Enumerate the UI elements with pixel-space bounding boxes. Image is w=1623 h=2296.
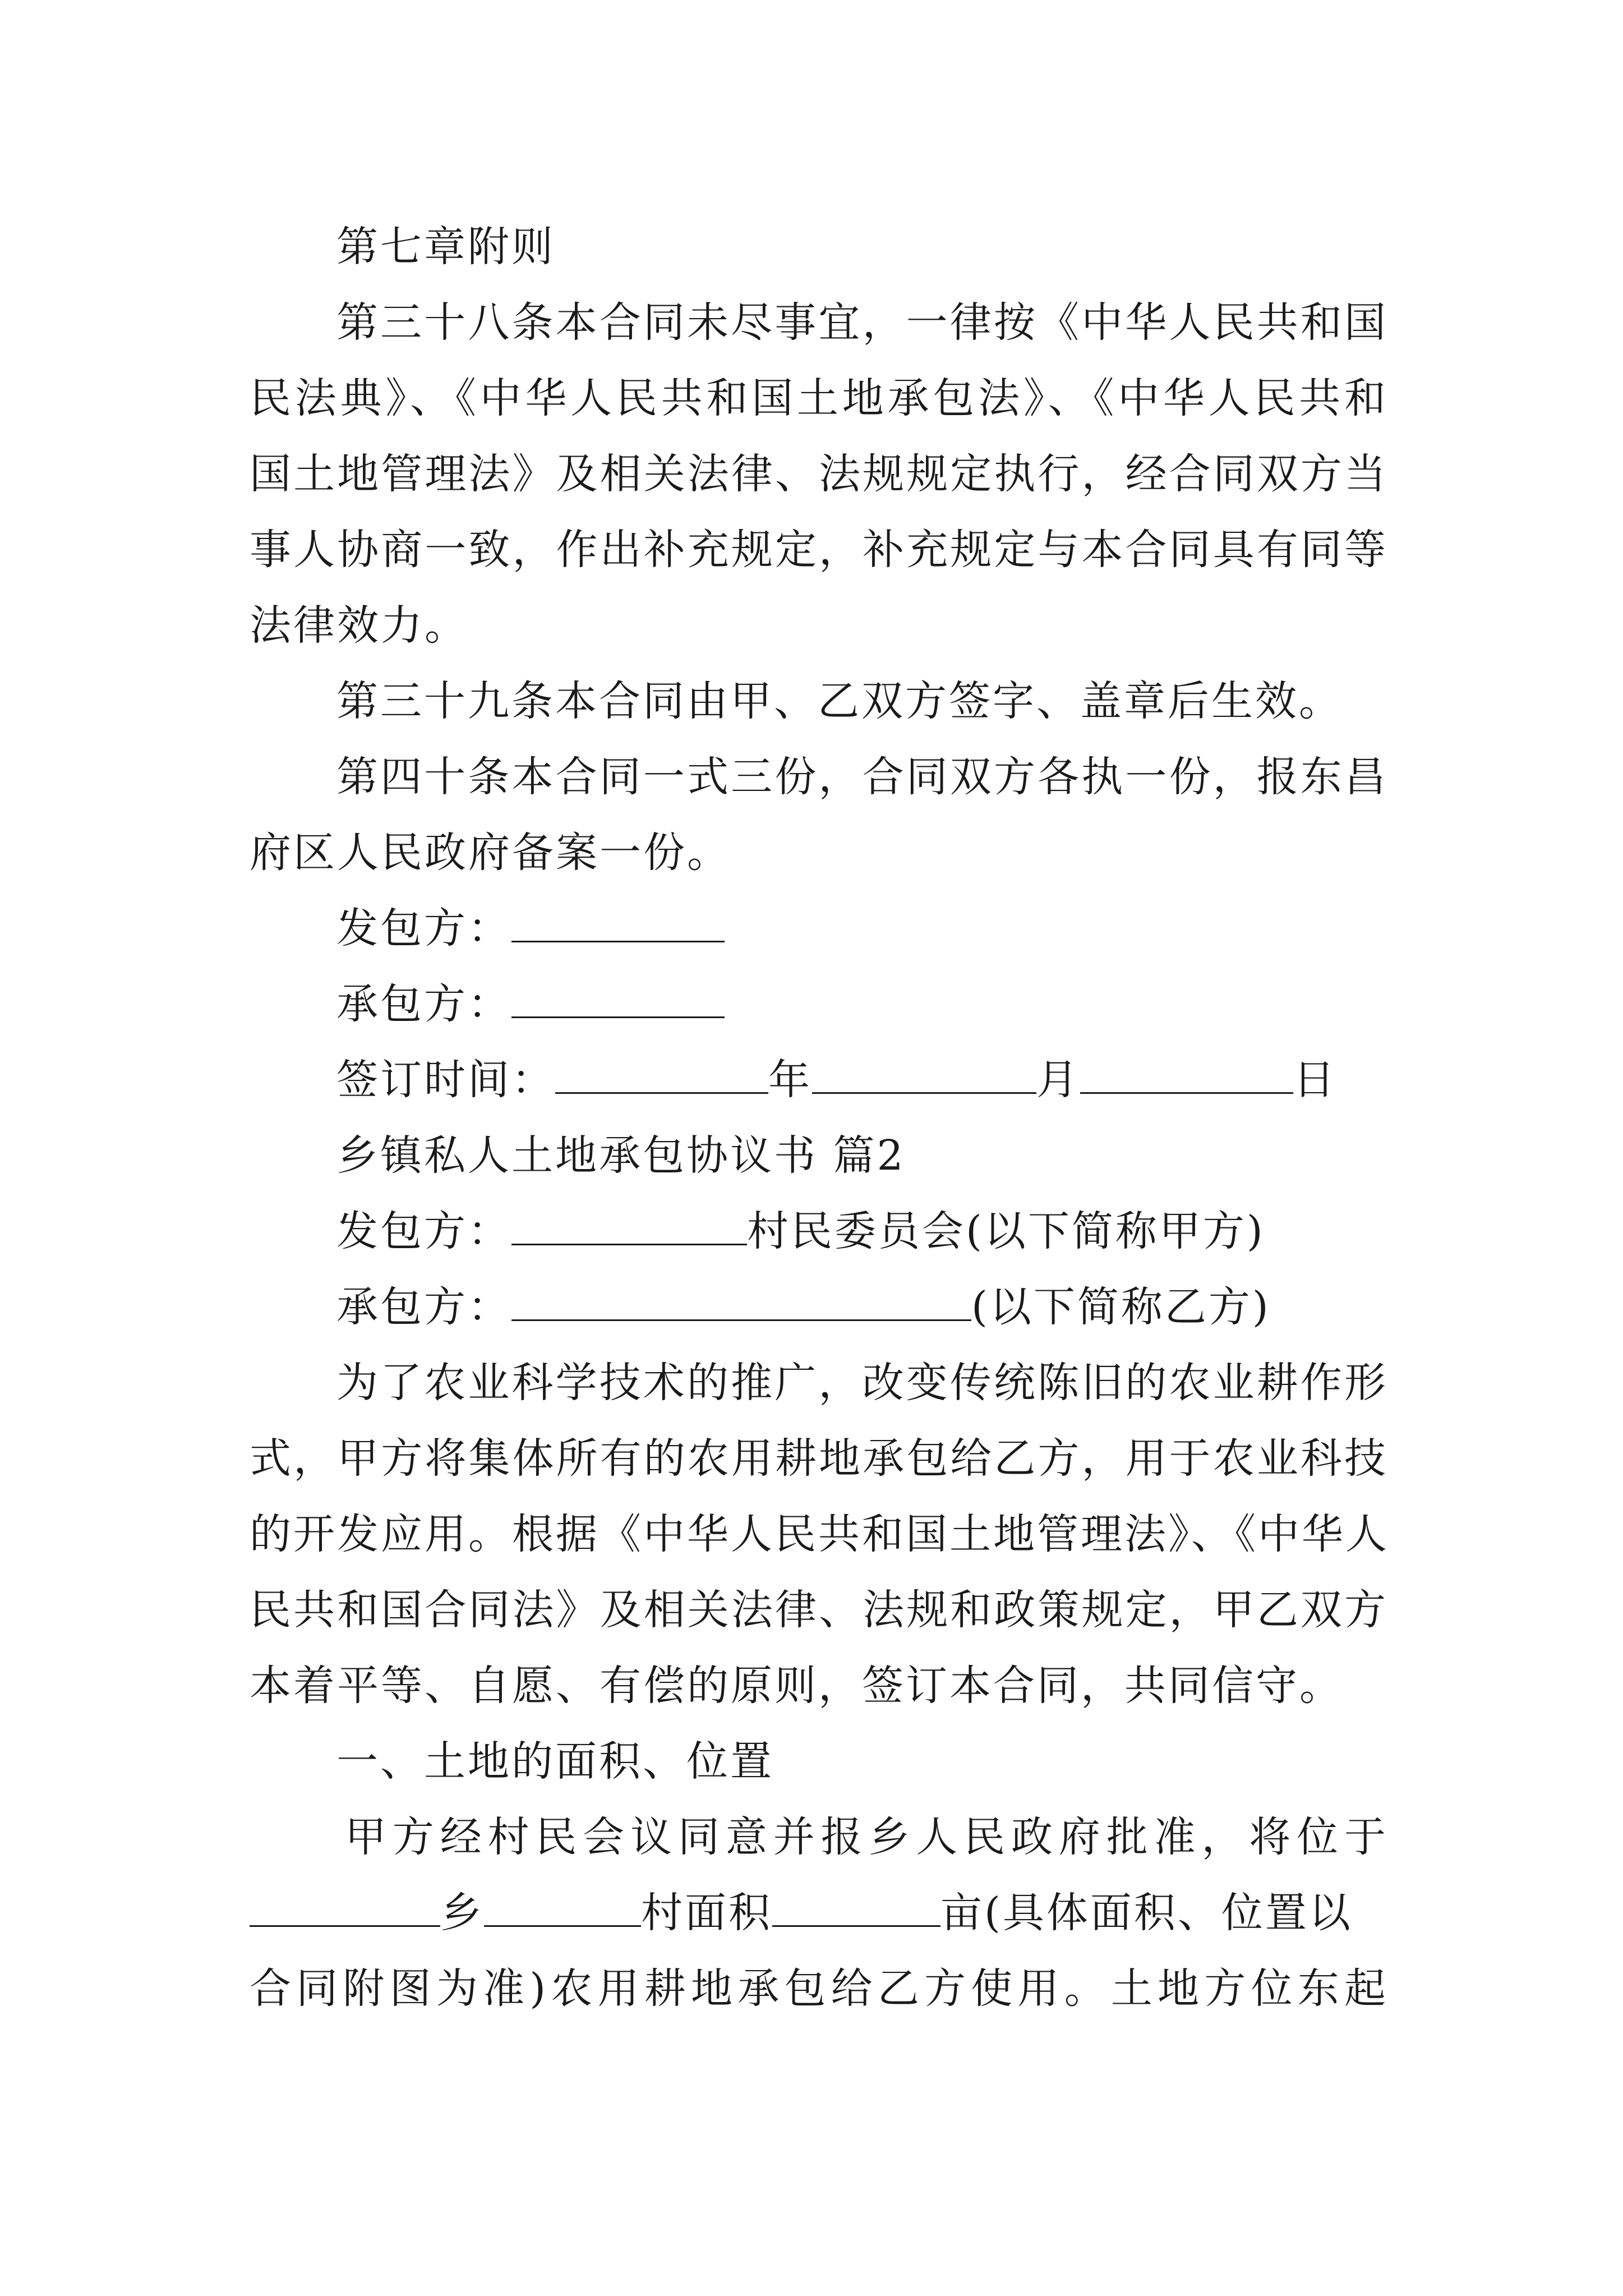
area-blank <box>772 1889 940 1927</box>
article-40-line-1: 第四十条本合同一式三份，合同双方各执一份，报东昌 <box>336 753 1388 801</box>
part-2-issuer-blank <box>511 1208 747 1245</box>
township-label: 乡 <box>440 1889 484 1937</box>
part-2-title: 乡镇私人土地承包协议书 篇2 <box>336 1131 906 1180</box>
year-label: 年 <box>768 1056 812 1104</box>
article-38-line-1: 第三十八条本合同未尽事宜，一律按《中华人民共和国 <box>336 298 1388 347</box>
section-1-line-3: 合同附图为准)农用耕地承包给乙方使用。土地方位东起 <box>250 1964 1388 2013</box>
intro-line-4: 民共和国合同法》及相关法律、法规和政策规定，甲乙双方 <box>250 1586 1388 1634</box>
part-2-contractor-label: 承包方： <box>336 1283 511 1331</box>
article-38-line-3: 国土地管理法》及相关法律、法规规定执行，经合同双方当 <box>250 450 1388 498</box>
part-2-issuer-line <box>336 1203 1388 1259</box>
contractor-signature-line <box>336 976 1388 1032</box>
article-38-line-5: 法律效力。 <box>250 601 468 650</box>
part-2-contractor-line <box>336 1279 1388 1335</box>
section-1-title: 一、土地的面积、位置 <box>336 1737 774 1786</box>
month-blank <box>812 1056 1036 1094</box>
issuer-signature-line <box>336 900 1388 956</box>
contractor-label: 承包方： <box>336 980 511 1028</box>
article-38-line-4: 事人协商一致，作出补充规定，补充规定与本合同具有同等 <box>250 526 1388 574</box>
intro-line-2: 式，甲方将集体所有的农用耕地承包给乙方，用于农业科技 <box>250 1434 1388 1483</box>
part-2-issuer-label: 发包方： <box>336 1207 511 1255</box>
part-2-issuer-suffix: 村民委员会(以下简称甲方) <box>747 1207 1265 1255</box>
section-1-line-2 <box>250 1885 1388 1941</box>
article-39: 第三十九条本合同由甲、乙双方签字、盖章后生效。 <box>336 677 1343 725</box>
signing-date-line <box>336 1052 1388 1108</box>
area-unit-text: 亩(具体面积、位置以 <box>940 1889 1353 1937</box>
issuer-blank <box>511 905 725 942</box>
part-2-contractor-blank <box>511 1283 971 1321</box>
article-40-line-2: 府区人民政府备案一份。 <box>250 829 731 877</box>
intro-line-1: 为了农业科学技术的推广，改变传统陈旧的农业耕作形 <box>336 1359 1388 1407</box>
village-area-label: 村面积 <box>641 1889 772 1937</box>
date-label: 签订时间： <box>336 1056 555 1104</box>
section-1-line-1: 甲方经村民会议同意并报乡人民政府批准，将位于 <box>345 1813 1388 1861</box>
intro-line-5: 本着平等、自愿、有偿的原则，签订本合同，共同信守。 <box>250 1662 1343 1710</box>
part-2-contractor-suffix: (以下简称乙方) <box>971 1283 1271 1331</box>
year-blank <box>555 1056 768 1094</box>
day-label: 日 <box>1293 1056 1337 1104</box>
village-blank <box>484 1889 641 1927</box>
issuer-label: 发包方： <box>336 904 511 953</box>
day-blank <box>1080 1056 1293 1094</box>
township-blank <box>250 1889 440 1927</box>
contractor-blank <box>511 981 725 1018</box>
article-38-line-2: 民法典》、《中华人民共和国土地承包法》、《中华人民共和 <box>250 374 1388 422</box>
chapter-title: 第七章附则 <box>336 223 555 271</box>
month-label: 月 <box>1036 1056 1080 1104</box>
intro-line-3: 的开发应用。根据《中华人民共和国土地管理法》、《中华人 <box>250 1510 1389 1558</box>
